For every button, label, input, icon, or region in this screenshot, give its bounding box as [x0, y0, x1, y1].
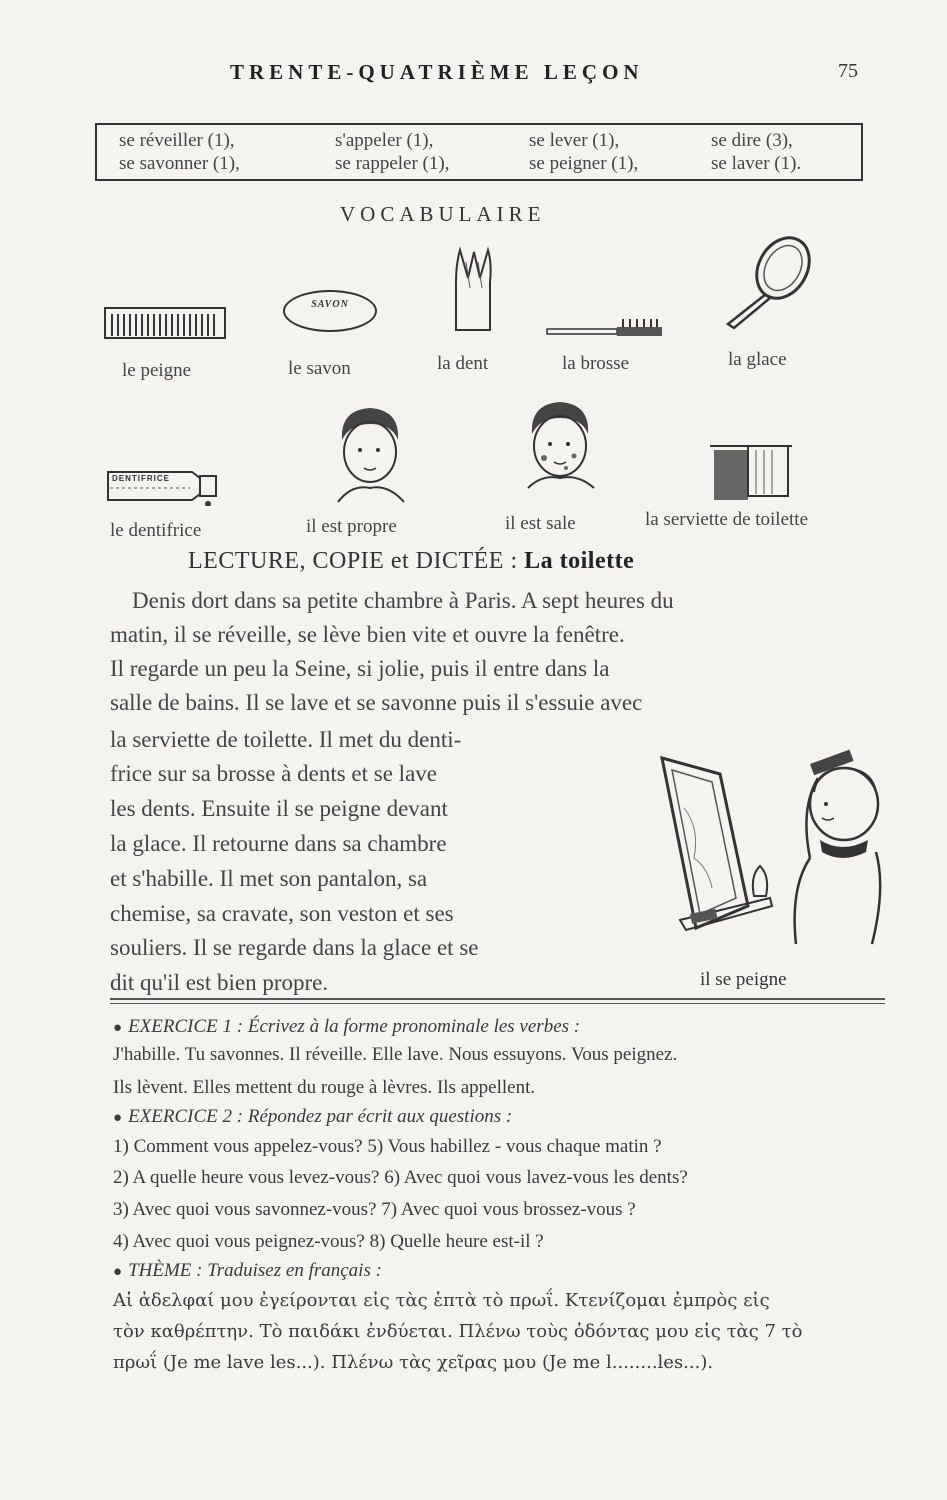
vocab-label: la brosse	[562, 353, 630, 374]
reading-line: salle de bains. Il se lave et se savonne puis il s'essuie avec	[110, 690, 643, 715]
clean-boy-illustration	[328, 402, 412, 506]
reading-line: souliers. Il se regarde dans la glace et se	[110, 935, 479, 960]
reading-line: Denis dort dans sa petite chambre à Paris. A sept heures du	[132, 588, 674, 613]
section-divider	[110, 998, 885, 1000]
theme-line: πρωΐ (Je me lave les...). Πλένω τὰς χεῖρας μου (Je me l........les...).	[113, 1352, 714, 1373]
exercise-2-question: 1) Comment vous appelez-vous? 5) Vous habillez - vous chaque matin ?	[113, 1136, 662, 1157]
lecture-title-main: LECTURE, COPIE et DICTÉE :	[188, 548, 525, 574]
toothpaste-brand-text: DENTIFRICE	[112, 474, 170, 483]
boy-combing-illustration	[650, 748, 890, 948]
vocab-label: le savon	[288, 358, 351, 379]
vocab-label: le peigne	[122, 360, 192, 381]
reading-line: chemise, sa cravate, son veston et ses	[110, 901, 454, 926]
vocab-label: il est propre	[306, 516, 397, 537]
tooth-illustration	[448, 242, 498, 334]
toothpaste-illustration	[104, 466, 234, 506]
soap-brand-text: SAVON	[311, 299, 349, 310]
vocabulary-title: VOCABULAIRE	[340, 202, 546, 226]
section-divider	[110, 1003, 885, 1004]
reading-line: frice sur sa brosse à dents et se lave	[110, 761, 437, 786]
page-number: 75	[838, 60, 858, 82]
exercise-1-line: J'habille. Tu savonnes. Il réveille. Elle lave. Nous essuyons. Vous peignez.	[113, 1044, 678, 1065]
dirty-boy-illustration	[518, 396, 602, 500]
hand-mirror-illustration	[718, 232, 818, 332]
verb-row-2	[97, 153, 861, 179]
illustration-caption: il se peigne	[700, 969, 787, 990]
verb-item: se rappeler (1),	[335, 153, 450, 174]
exercise-2-question: 2) A quelle heure vous levez-vous? 6) Avec quoi vous lavez-vous les dents?	[113, 1167, 688, 1188]
verb-item: se réveiller (1),	[119, 130, 235, 151]
toothbrush-illustration	[545, 316, 670, 342]
page-title: TRENTE-QUATRIÈME LEÇON	[230, 60, 644, 84]
theme-heading: ● THÈME : Traduisez en français :	[113, 1260, 382, 1281]
vocab-label: le dentifrice	[110, 520, 202, 541]
theme-line: τὸν καθρέπτην. Τὸ παιδάκι ἐνδύεται. Πλένω τοὺς ὀδόντας μου εἰς τὰς 7 τὸ	[113, 1321, 803, 1342]
comb-illustration	[100, 300, 230, 345]
verb-item: se peigner (1),	[529, 153, 639, 174]
bullet-icon: ●	[113, 1110, 123, 1126]
vocab-label: il est sale	[505, 513, 576, 534]
vocab-label: la glace	[728, 349, 787, 370]
exercise-2-question: 3) Avec quoi vous savonnez-vous? 7) Avec quoi vous brossez-vous ?	[113, 1199, 636, 1220]
exercise-2-heading: ● EXERCICE 2 : Répondez par écrit aux questions :	[113, 1106, 513, 1127]
verb-list-box	[95, 123, 863, 181]
verb-item: s'appeler (1),	[335, 130, 434, 151]
reading-line: matin, il se réveille, se lève bien vite et ouvre la fenêtre.	[110, 622, 625, 647]
lecture-title-bold: La toilette	[524, 548, 635, 574]
exercise-1-line: Ils lèvent. Elles mettent du rouge à lèvres. Ils appellent.	[113, 1077, 536, 1098]
bullet-icon: ●	[113, 1020, 123, 1036]
exercise-2-question: 4) Avec quoi vous peignez-vous? 8) Quelle heure est-il ?	[113, 1231, 544, 1252]
lecture-title	[188, 548, 634, 575]
verb-item: se laver (1).	[711, 153, 802, 174]
verb-item: se dire (3),	[711, 130, 793, 151]
vocab-label: la serviette de toilette	[645, 509, 809, 530]
towel-illustration	[700, 428, 800, 504]
theme-line: Αἱ ἀδελφαί μου ἐγείρονται εἰς τὰς ἑπτὰ τὸ πρωΐ. Κτενίζομαι ἐμπρὸς εἰς	[113, 1290, 770, 1311]
reading-line: et s'habille. Il met son pantalon, sa	[110, 866, 428, 891]
bullet-icon: ●	[113, 1264, 123, 1280]
reading-line: la glace. Il retourne dans sa chambre	[110, 831, 447, 856]
reading-line: dit qu'il est bien propre.	[110, 970, 329, 995]
vocab-label: la dent	[437, 353, 489, 374]
reading-line: Il regarde un peu la Seine, si jolie, puis il entre dans la	[110, 656, 610, 681]
exercise-1-heading: ● EXERCICE 1 : Écrivez à la forme pronominale les verbes :	[113, 1016, 581, 1037]
reading-line: la serviette de toilette. Il met du denti-	[110, 727, 462, 752]
soap-illustration	[283, 290, 377, 332]
verb-item: se lever (1),	[529, 130, 620, 151]
reading-line: les dents. Ensuite il se peigne devant	[110, 796, 448, 821]
verb-item: se savonner (1),	[119, 153, 240, 174]
